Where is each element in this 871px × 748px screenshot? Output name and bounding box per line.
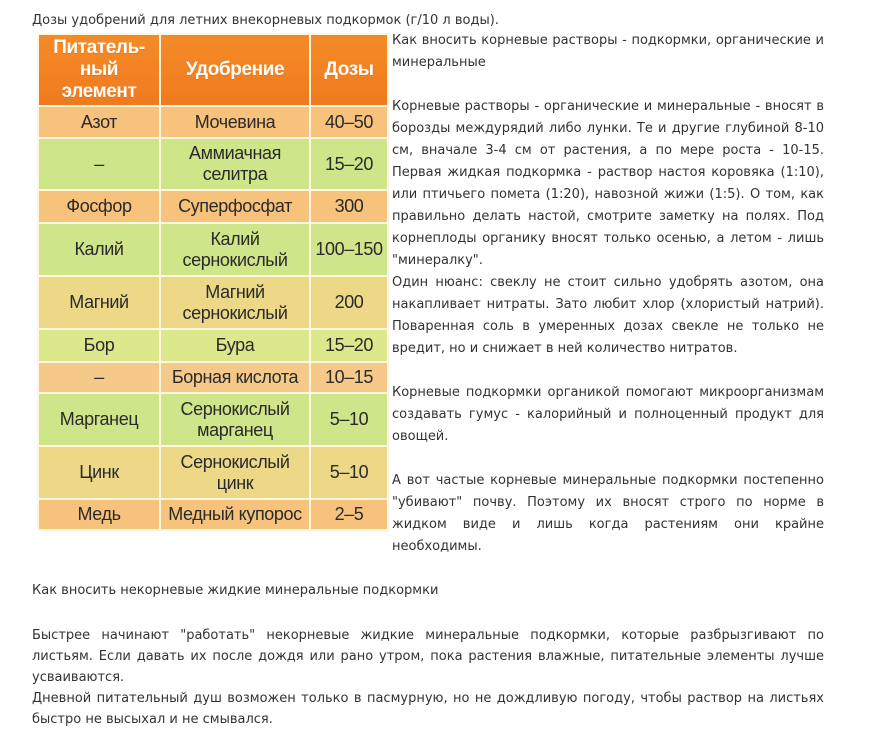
header-dose: Дозы	[310, 34, 388, 106]
element-cell: Калий	[38, 223, 160, 276]
header-element: Питатель-ный элемент	[38, 34, 160, 106]
fertilizer-table-image	[37, 33, 387, 529]
article-side-column	[392, 30, 824, 558]
element-cell: Цинк	[38, 446, 160, 499]
dose-cell: 200	[310, 276, 388, 329]
element-cell: Азот	[38, 106, 160, 138]
element-cell: Медь	[38, 499, 160, 530]
fertilizer-cell: Сернокислый марганец	[160, 393, 310, 446]
fertilizer-cell: Магний сернокислый	[160, 276, 310, 329]
paragraph-organic-humus: Корневые подкормки органикой помогают микроорганизмам создавать гумус - калорийный и полноценный продукт для овощей.	[392, 385, 824, 444]
fertilizer-cell: Аммиачная селитра	[160, 138, 310, 190]
element-cell: Фосфор	[38, 190, 160, 223]
dose-cell: 5–10	[310, 446, 388, 499]
paragraph-beet-nuance: Один нюанс: свеклу не стоит сильно удобрять азотом, она накапливает нитраты. Зато любит хлор (хлористый натрий). Поваренная соль в умеренных дозах свекле не только не вредит, но и снижает в ней количество нитратов.	[392, 275, 824, 356]
article-bottom	[32, 625, 824, 730]
table-row	[38, 362, 388, 393]
dose-cell: 15–20	[310, 329, 388, 362]
paragraph-root-solutions: Корневые растворы - органические и минеральные - вносят в борозды междурядий либо лунки. Те и другие глубиной 8-10 см, вначале 3-4 см от растения, а по мере роста - 10-15. Первая жидкая подкормка - раствор настоя коровяка (1:10), или птичьего помета (1:20), навозной жижи (1:5). О том, как правильно делать настой, смотрите заметку на полях. Под корнеплоды органику вносят только осенью, а летом - лишь "минералку".	[392, 99, 824, 268]
fertilizer-cell: Бура	[160, 329, 310, 362]
table-row	[38, 499, 388, 530]
element-cell: –	[38, 138, 160, 190]
paragraph-mineral-warning: А вот частые корневые минеральные подкормки постепенно "убивают" почву. Поэтому их вносят строго по норме в жидком виде и лишь когда растениям они крайне необходимы.	[392, 473, 824, 554]
table-row	[38, 106, 388, 138]
dose-cell: 15–20	[310, 138, 388, 190]
table-row	[38, 329, 388, 362]
fertilizer-cell: Калий сернокислый	[160, 223, 310, 276]
fertilizer-table	[37, 33, 389, 531]
dose-cell: 100–150	[310, 223, 388, 276]
fertilizer-cell: Сернокислый цинк	[160, 446, 310, 499]
header-fertilizer: Удобрение	[160, 34, 310, 106]
dose-cell: 300	[310, 190, 388, 223]
element-cell: –	[38, 362, 160, 393]
fertilizer-cell: Суперфосфат	[160, 190, 310, 223]
fertilizer-cell: Мочевина	[160, 106, 310, 138]
table-row	[38, 276, 388, 329]
paragraph-foliar-fast: Быстрее начинают "работать" некорневые жидкие минеральные подкормки, которые разбрызгивают по листьям. Если давать их после дождя или рано утром, пока растения влажные, питательные элементы лучше усваиваются.	[32, 628, 824, 685]
dose-cell: 10–15	[310, 362, 388, 393]
heading-foliar-feeding: Как вносить некорневые жидкие минеральные подкормки	[32, 583, 439, 598]
table-caption: Дозы удобрений для летних внекорневых подкормок (г/10 л воды).	[32, 13, 499, 28]
fertilizer-cell: Медный купорос	[160, 499, 310, 530]
heading-root-feeding: Как вносить корневые растворы - подкормки, органические и минеральные	[392, 33, 824, 70]
dose-cell: 40–50	[310, 106, 388, 138]
element-cell: Бор	[38, 329, 160, 362]
table-row	[38, 223, 388, 276]
dose-cell: 5–10	[310, 393, 388, 446]
dose-cell: 2–5	[310, 499, 388, 530]
table-row	[38, 190, 388, 223]
table-row	[38, 446, 388, 499]
fertilizer-cell: Борная кислота	[160, 362, 310, 393]
element-cell: Магний	[38, 276, 160, 329]
paragraph-foliar-shower: Дневной питательный душ возможен только в пасмурную, но не дождливую погоду, чтобы раствор на листьях быстро не высыхал и не смывался.	[32, 691, 824, 727]
table-row	[38, 393, 388, 446]
element-cell: Марганец	[38, 393, 160, 446]
table-row	[38, 138, 388, 190]
